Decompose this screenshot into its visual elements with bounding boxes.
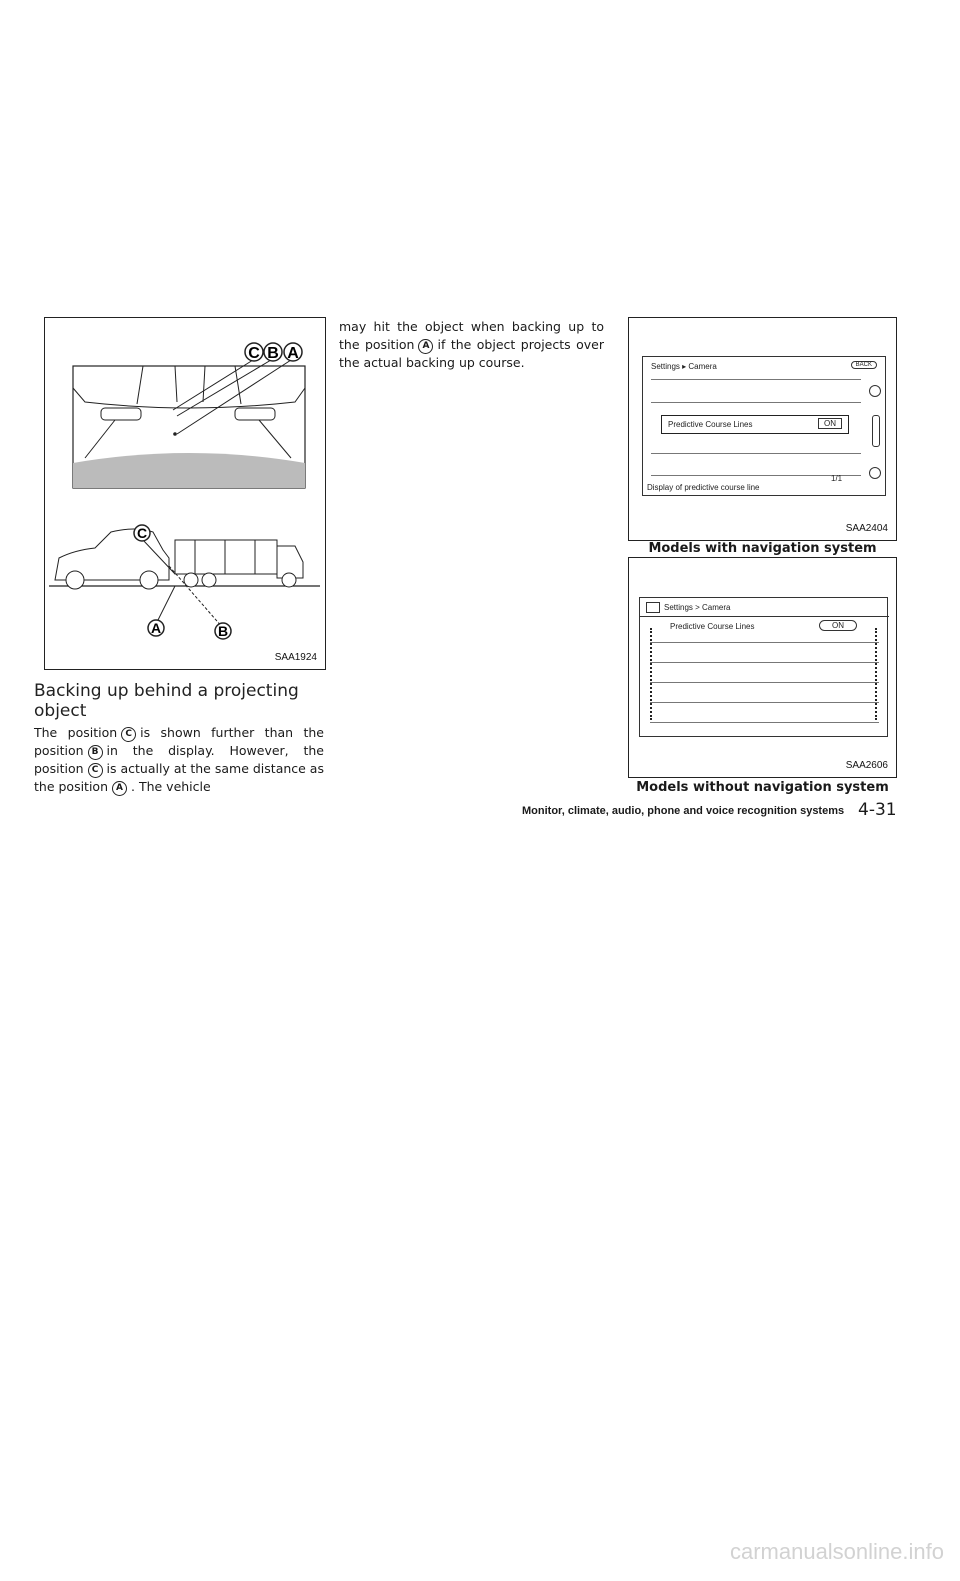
scroll-down-icon[interactable] xyxy=(869,467,881,479)
label-a: A xyxy=(287,345,299,362)
scroll-up-icon[interactable] xyxy=(869,385,881,397)
callout-c: C xyxy=(88,763,103,778)
item-label: Predictive Course Lines xyxy=(668,420,753,429)
label-c: C xyxy=(248,345,260,362)
on-toggle[interactable]: ON xyxy=(818,418,842,429)
figure-nonav-screen xyxy=(628,557,897,778)
page-number: 4-31 xyxy=(858,800,897,820)
watermark: carmanualsonline.info xyxy=(729,1539,944,1564)
figure-code: SAA2606 xyxy=(845,760,888,771)
callout-a: A xyxy=(112,781,127,796)
screen-breadcrumb: Settings > Camera xyxy=(664,603,731,612)
on-toggle[interactable]: ON xyxy=(819,620,857,631)
section-heading: Backing up behind a projecting object xyxy=(34,681,299,721)
side-label-c: C xyxy=(136,525,148,541)
callout-b: B xyxy=(88,745,103,760)
nav-settings-screen xyxy=(642,356,886,496)
caption-nonav: Models without navigation system xyxy=(636,780,889,795)
scroll-bar[interactable] xyxy=(872,415,880,447)
callout-a: A xyxy=(418,339,433,354)
predictive-course-lines-row[interactable] xyxy=(661,415,849,434)
figure-code: SAA1924 xyxy=(274,652,317,663)
figure-code: SAA2404 xyxy=(845,523,888,534)
backing-illustration xyxy=(45,318,324,668)
paragraph-left: The position C is shown further than the position B in the display. However, the position C is actually at the same distance as the position A . The vehicle xyxy=(34,725,324,794)
footer-section-label: Monitor, climate, audio, phone and voice recognition systems xyxy=(522,805,845,817)
figure-backing-diagram xyxy=(44,317,326,670)
back-button[interactable]: BACK xyxy=(851,361,877,369)
label-b: B xyxy=(267,345,279,362)
settings-icon xyxy=(646,602,660,613)
nonav-settings-screen xyxy=(639,597,888,737)
side-label-a: A xyxy=(150,620,162,636)
screen-breadcrumb: Settings ▸ Camera xyxy=(651,362,717,371)
page-indicator: 1/1 xyxy=(831,474,843,483)
right-course-guide xyxy=(869,628,877,720)
side-label-b: B xyxy=(217,623,229,639)
callout-c: C xyxy=(121,727,136,742)
left-course-guide xyxy=(650,628,658,720)
caption-nav: Models with navigation system xyxy=(648,541,877,556)
figure-nav-screen xyxy=(628,317,897,541)
status-text: Display of predictive course line xyxy=(647,483,760,492)
paragraph-middle: may hit the object when backing up to the position A if the object projects over the actual backing up course. xyxy=(339,319,604,370)
item-label: Predictive Course Lines xyxy=(670,622,755,631)
